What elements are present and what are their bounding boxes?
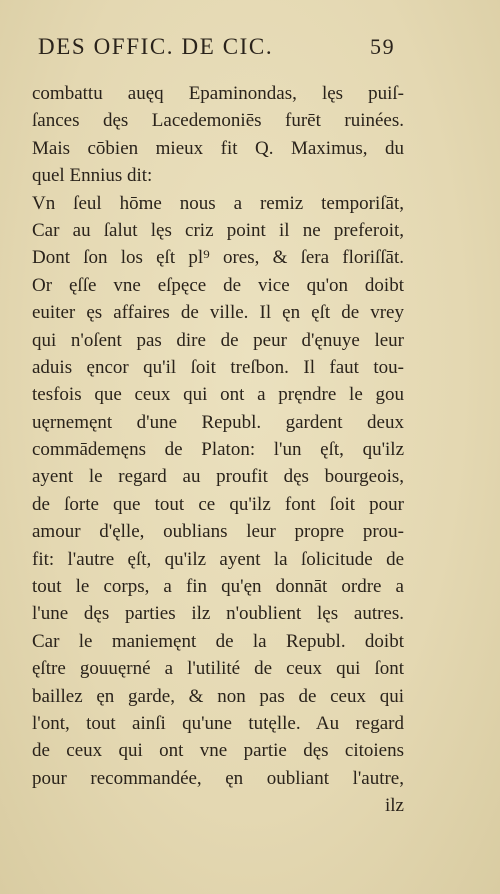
running-title: DES OFFIC. DE CIC. bbox=[38, 34, 274, 59]
text-line: tesfois que ceux qui ont a pręndre le gou bbox=[32, 384, 404, 406]
text-line: commādemęns de Platon: l'un ęſt, qu'ilz bbox=[32, 439, 404, 461]
page-header bbox=[38, 34, 410, 64]
text-line: qui n'oſent pas dire de peur d'ęnuye leur bbox=[32, 329, 404, 351]
text-line: Or ęſſe vne eſpęce de vice qu'on doibt bbox=[32, 274, 404, 296]
text-line: pour recommandée, ęn oubliant l'autre, bbox=[32, 767, 404, 789]
text-line: uęrnemęnt d'une Republ. gardent deux bbox=[32, 411, 404, 433]
verse-line: Car au ſalut lęs criz point il ne preferoit, bbox=[32, 219, 404, 241]
text-line: ſances dęs Lacedemoniēs furēt ruinées. bbox=[32, 110, 404, 132]
text-line: amour d'ęlle, oublians leur propre prou- bbox=[32, 521, 404, 543]
text-line: l'une dęs parties ilz n'oublient lęs autres. bbox=[32, 603, 404, 625]
text-line: tout le corps, a fin qu'ęn donnāt ordre a bbox=[32, 576, 404, 598]
text-line: l'ont, tout ainſi qu'une tutęlle. Au regard bbox=[32, 712, 404, 734]
text-line: quel Ennius dit: bbox=[32, 165, 153, 187]
text-line: baillez ęn garde, & non pas de ceux qui bbox=[32, 685, 404, 707]
page-number: 59 bbox=[370, 34, 396, 59]
text-line: de ſorte que tout ce qu'ilz font ſoit pour bbox=[32, 493, 404, 515]
text-line: de ceux qui ont vne partie dęs citoiens bbox=[32, 740, 404, 762]
text-line: euiter ęs affaires de ville. Il ęn ęſt de vrey bbox=[32, 302, 404, 324]
text-line: ęſtre gouuęrné a l'utilité de ceux qui ſont bbox=[32, 658, 404, 680]
verse-line: Dont ſon los ęſt pl⁹ ores, & ſera floriſſāt. bbox=[32, 247, 404, 269]
text-line: Mais cōbien mieux fit Q. Maximus, du bbox=[32, 137, 404, 159]
text-line: fit: l'autre ęſt, qu'ilz ayent la ſolicitude de bbox=[32, 548, 404, 570]
verse-line: Vn ſeul hōme nous a remiz temporiſāt, bbox=[32, 192, 404, 214]
text-line: combattu auęq Epaminondas, lęs puiſ- bbox=[32, 83, 404, 104]
text-line: ayent le regard au proufit dęs bourgeois, bbox=[32, 466, 404, 488]
text-line: aduis ęncor qu'il ſoit treſbon. Il faut tou- bbox=[32, 356, 404, 378]
text-line: Car le maniemęnt de la Republ. doibt bbox=[32, 630, 404, 652]
catchword: ilz bbox=[385, 795, 404, 817]
body-text bbox=[32, 80, 404, 820]
